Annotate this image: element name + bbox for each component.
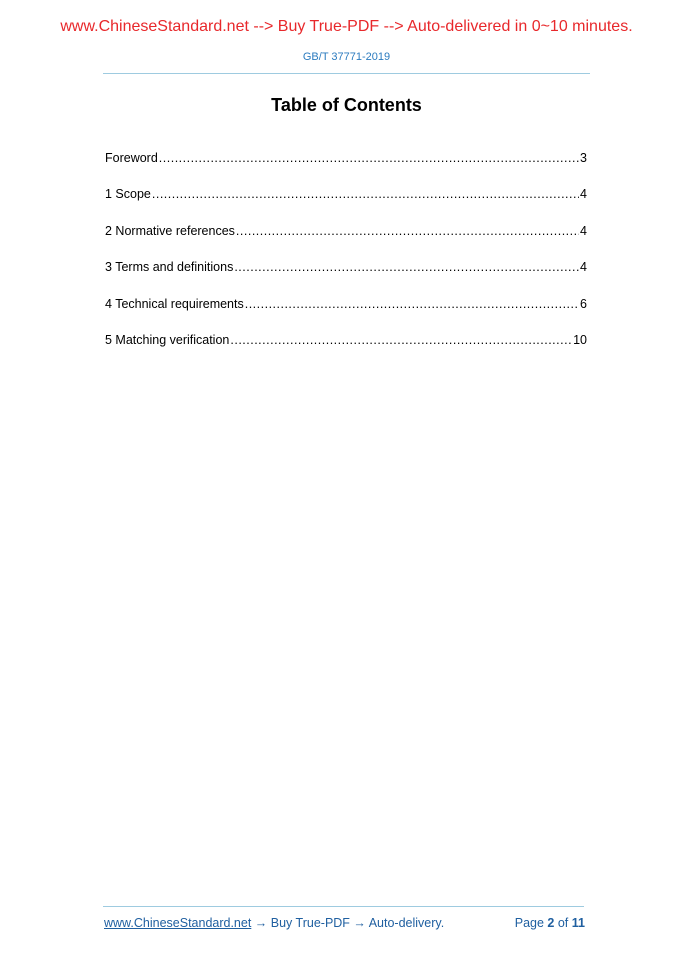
of-word: of bbox=[557, 916, 569, 930]
toc-entry-label: 5 Matching verification bbox=[105, 332, 230, 347]
toc-entry-label: 4 Technical requirements bbox=[105, 296, 244, 311]
toc-entry-page: 6 bbox=[580, 296, 587, 311]
footer-divider bbox=[103, 906, 584, 907]
total-page-count: 11 bbox=[571, 916, 585, 930]
toc-entry-page: 4 bbox=[580, 223, 587, 238]
header-divider bbox=[103, 73, 590, 74]
top-banner-link[interactable]: www.ChineseStandard.net --> Buy True-PDF --> Auto-delivered in 0~10 minutes. bbox=[60, 18, 633, 35]
toc-entry-scope[interactable] bbox=[105, 187, 587, 223]
toc-entry-label: 2 Normative references bbox=[105, 223, 235, 238]
toc-entry-page: 4 bbox=[580, 187, 587, 202]
toc-entry-foreword[interactable] bbox=[105, 151, 587, 187]
toc-list bbox=[105, 151, 587, 369]
toc-entry-label: 1 Scope bbox=[105, 187, 151, 202]
toc-dot-leader bbox=[245, 297, 579, 311]
toc-entry-label: Foreword bbox=[105, 151, 158, 165]
toc-dot-leader bbox=[152, 187, 579, 201]
toc-entry-technical-requirements[interactable] bbox=[105, 297, 587, 333]
page-word: Page bbox=[514, 916, 544, 930]
document-id: GB/T 37771-2019 bbox=[302, 51, 391, 63]
footer-tagline: → Buy True-PDF → Auto-delivery. bbox=[251, 916, 445, 930]
toc-entry-matching-verification[interactable] bbox=[105, 333, 587, 369]
toc-entry-page: 4 bbox=[580, 260, 587, 275]
footer-site-link[interactable]: www.ChineseStandard.net bbox=[104, 916, 252, 930]
toc-entry-terms-and-definitions[interactable] bbox=[105, 260, 587, 296]
toc-dot-leader bbox=[236, 224, 579, 238]
toc-dot-leader bbox=[159, 151, 579, 165]
page-footer bbox=[104, 916, 585, 930]
toc-entry-normative-references[interactable] bbox=[105, 224, 587, 260]
current-page-number: 2 bbox=[547, 916, 555, 930]
toc-entry-label: 3 Terms and definitions bbox=[105, 260, 234, 275]
toc-entry-page: 3 bbox=[580, 151, 587, 165]
toc-entry-page: 10 bbox=[573, 332, 587, 347]
toc-dot-leader bbox=[234, 260, 579, 274]
toc-dot-leader bbox=[230, 333, 572, 347]
toc-title: Table of Contents bbox=[271, 95, 422, 115]
page-indicator bbox=[515, 916, 585, 930]
